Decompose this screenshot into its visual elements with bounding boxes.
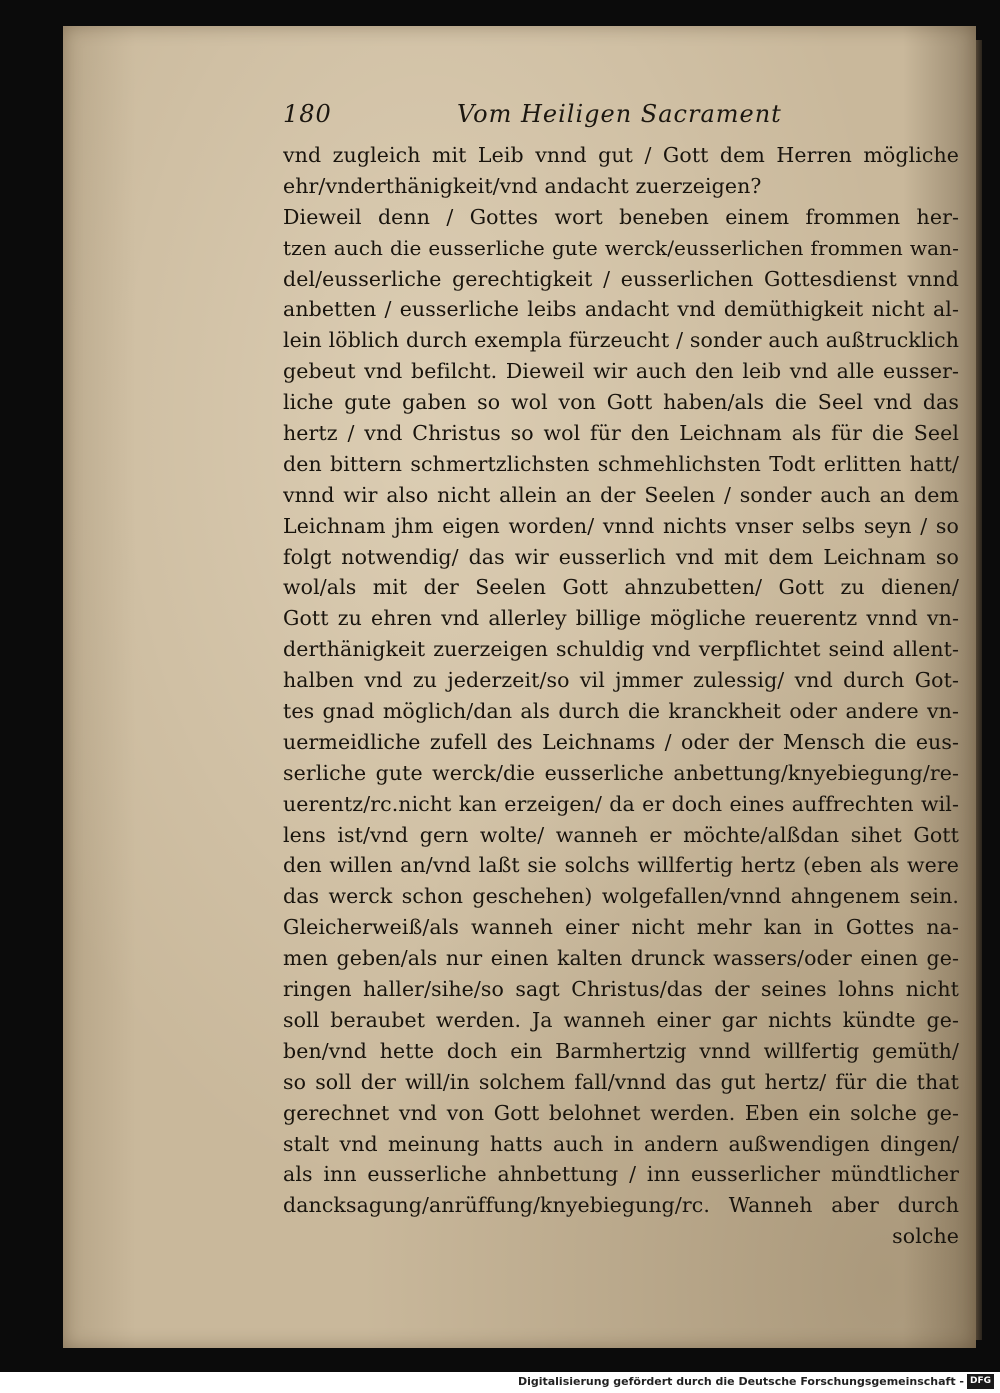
text-line: derthänigkeit zuerzeigen schuldig vnd verpflichtet seind allent- (283, 637, 959, 662)
page-number: 180 (283, 100, 332, 128)
text-line: den willen an/vnd laßt sie solchs willfertig hertz (eben als were (283, 853, 959, 878)
text-line: uerentz/rc.nicht kan erzeigen/ da er doch eines auffrechten wil- (283, 791, 959, 816)
text-line: serliche gute werck/die eusserliche anbettung/knyebiegung/re- (283, 760, 959, 785)
text-line: Gott zu ehren vnd allerley billige mögliche reuerentz vnnd vn- (283, 606, 959, 631)
text-line: vnd zugleich mit Leib vnnd gut / Gott dem Herren mögliche (283, 143, 959, 167)
text-line: del/eusserliche gerechtigkeit / eusserlichen Gottesdienst vnnd (283, 266, 959, 291)
body-text (283, 140, 959, 1252)
text-line: so soll der will/in solchem fall/vnnd das gut hertz/ für die that (283, 1069, 959, 1094)
text-line: liche gute gaben so wol von Gott haben/als die Seel vnd das (283, 390, 959, 415)
digitization-credit: Digitalisierung gefördert durch die Deutsche Forschungsgemeinschaft - (517, 1375, 964, 1388)
text-line: als inn eusserliche ahnbettung / inn eusserlicher mündtlicher (283, 1162, 959, 1187)
text-line: Gleicherweiß/als wanneh einer nicht mehr kan in Gottes na- (283, 915, 959, 940)
text-line: das werck schon geschehen) wolgefallen/vnnd ahngenem sein. (283, 884, 959, 909)
text-line: men geben/als nur einen kalten drunck wassers/oder einen ge- (283, 946, 959, 971)
dfg-logo: DFG (967, 1374, 994, 1389)
text-line: lein löblich durch exempla fürzeucht / sonder auch außtrucklich (283, 328, 959, 353)
text-line: dancksagung/anrüffung/knyebiegung/rc. Wanneh aber durch (283, 1193, 959, 1218)
text-line: ehr/vnderthänigkeit/vnd andacht zuerzeigen? (283, 173, 762, 198)
text-line: Leichnam jhm eigen worden/ vnnd nichts vnser selbs seyn / so (283, 513, 959, 538)
text-line: gebeut vnd befilcht. Dieweil wir auch den leib vnd alle eusser- (283, 359, 959, 384)
text-line: gerechnet vnd von Gott belohnet werden. Eben ein solche ge- (283, 1100, 959, 1125)
text-line: anbetten / eusserliche leibs andacht vnd demüthigkeit nicht al- (283, 297, 959, 322)
text-line: Dieweil denn / Gottes wort beneben einem frommen her- (283, 204, 959, 229)
catchword: solche (892, 1224, 959, 1249)
text-line: soll beraubet werden. Ja wanneh einer gar nichts kündte ge- (283, 1007, 959, 1032)
text-line: ben/vnd hette doch ein Barmhertzig vnnd willfertig gemüth/ (283, 1038, 959, 1063)
text-line: stalt vnd meinung hatts auch in andern außwendigen dingen/ (283, 1131, 959, 1156)
text-line: halben vnd zu jederzeit/so vil jmmer zulessig/ vnd durch Got- (283, 668, 959, 693)
footer-bar (0, 1372, 1000, 1393)
text-line: den bittern schmertzlichsten schmehlichsten Todt erlitten hatt/ (283, 451, 959, 476)
text-line: ringen haller/sihe/so sagt Christus/das der seines lohns nicht (283, 977, 959, 1002)
text-line: uermeidliche zufell des Leichnams / oder der Mensch die eus- (283, 729, 959, 754)
running-title: Vom Heiligen Sacrament (457, 100, 782, 128)
text-line: vnnd wir also nicht allein an der Seelen / sonder auch an dem (283, 482, 959, 507)
text-line: tzen auch die eusserliche gute werck/eusserlichen frommen wan- (283, 235, 959, 260)
text-line: lens ist/vnd gern wolte/ wanneh er möchte/alßdan sihet Gott (283, 822, 959, 847)
text-line: wol/als mit der Seelen Gott ahnzubetten/ Gott zu dienen/ (283, 575, 959, 600)
page-header (283, 100, 963, 136)
text-line: folgt notwendig/ das wir eusserlich vnd mit dem Leichnam so (283, 544, 959, 569)
text-line: hertz / vnd Christus so wol für den Leichnam als für die Seel (283, 421, 959, 446)
text-line: tes gnad möglich/dan als durch die kranckheit oder andere vn- (283, 699, 959, 724)
